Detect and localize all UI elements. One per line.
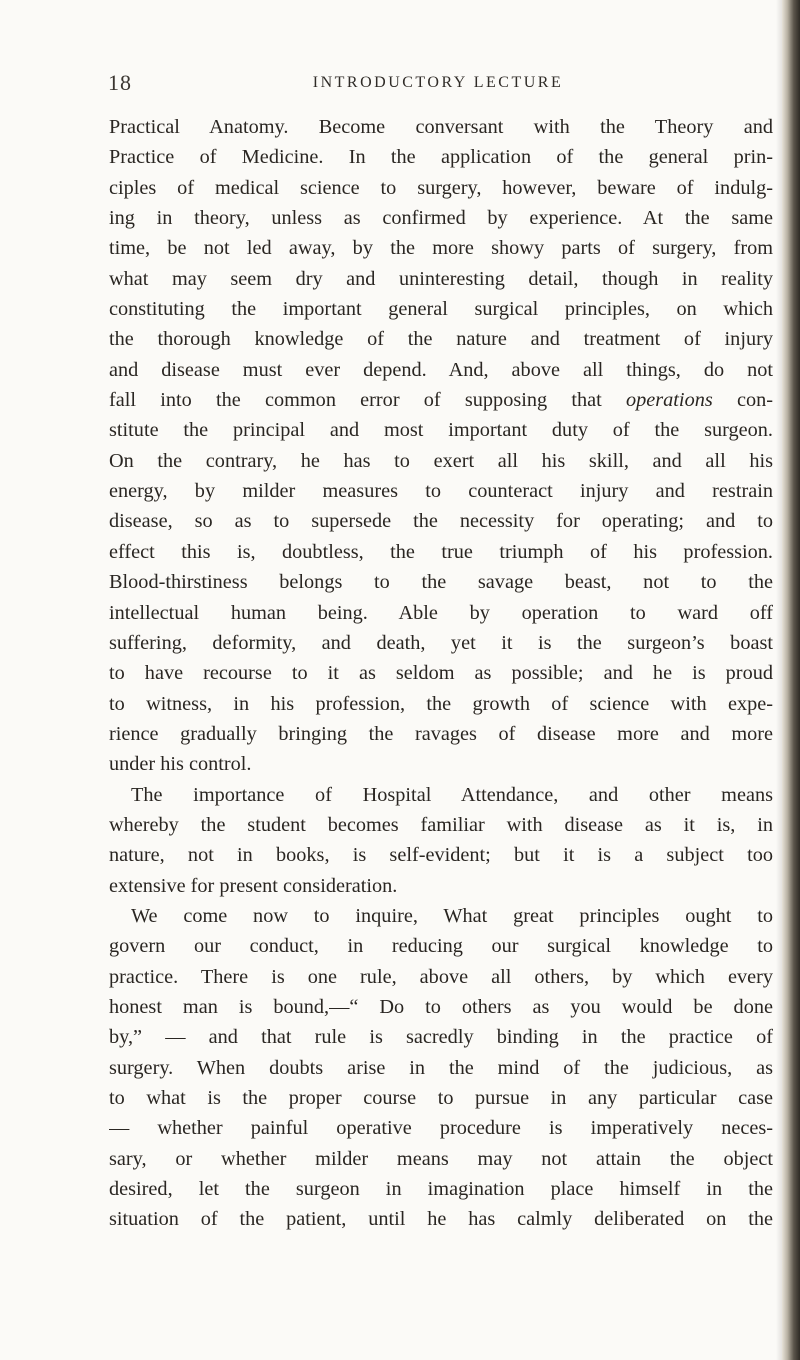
text-line: nature, not in books, is self-evident; but it is a subject too <box>109 844 773 867</box>
text-line: to witness, in his profession, the growth of science with expe- <box>109 692 773 715</box>
text-line: ciples of medical science to surgery, however, beware of indulg- <box>109 176 773 199</box>
text-line: extensive for present consideration. <box>109 874 398 897</box>
text-line: time, be not led away, by the more showy parts of surgery, from <box>109 237 773 260</box>
text-line: — whether painful operative procedure is imperatively neces- <box>109 1117 773 1140</box>
text-line: to what is the proper course to pursue in any particular case <box>109 1087 773 1109</box>
text-line: sary, or whether milder means may not attain the object <box>109 1147 773 1170</box>
text-line: the thorough knowledge of the nature and treatment of injury <box>109 328 773 351</box>
text-line: honest man is bound,—“ Do to others as you would be done <box>109 995 773 1018</box>
text-line <box>109 385 773 415</box>
text-line: desired, let the surgeon in imagination place himself in the <box>109 1178 773 1201</box>
text-line: what may seem dry and uninteresting detail, though in reality <box>109 267 773 290</box>
running-title: INTRODUCTORY LECTURE <box>312 74 564 91</box>
text-segment: con- <box>712 389 773 412</box>
text-line: Practice of Medicine. In the application of the general prin- <box>109 146 773 169</box>
text-line: surgery. When doubts arise in the mind of the judicious, as <box>109 1056 773 1079</box>
text-line: On the contrary, he has to exert all his skill, and all his <box>109 449 773 472</box>
text-line: to have recourse to it as seldom as possible; and he is proud <box>109 662 773 685</box>
text-line: govern our conduct, in reducing our surgical knowledge to <box>109 935 773 958</box>
text-line: by,” — and that rule is sacredly binding in the practice of <box>109 1026 773 1049</box>
text-line: and disease must ever depend. And, above all things, do not <box>109 358 773 381</box>
page-number: 18 <box>108 70 132 95</box>
text-line: Practical Anatomy. Become conversant with the Theory and <box>109 116 773 138</box>
text-line: ing in theory, unless as confirmed by experience. At the same <box>109 207 773 230</box>
text-line: under his control. <box>109 753 252 776</box>
text-segment: fall into the common error of supposing that <box>109 389 626 412</box>
text-line: suffering, deformity, and death, yet it is the surgeon’s boast <box>109 631 773 654</box>
text-line: rience gradually bringing the ravages of disease more and more <box>109 722 773 745</box>
body-text <box>109 112 773 1235</box>
text-line: constituting the important general surgical principles, on which <box>109 298 773 321</box>
text-line: whereby the student becomes familiar with disease as it is, in <box>109 813 773 836</box>
text-line: We come now to inquire, What great principles ought to <box>131 904 773 927</box>
text-line: energy, by milder measures to counteract injury and restrain <box>109 480 773 503</box>
text-line: effect this is, doubtless, the true triumph of his profession. <box>109 540 773 563</box>
page-edge <box>782 0 800 1360</box>
text-line: practice. There is one rule, above all others, by which every <box>109 965 773 988</box>
text-line: intellectual human being. Able by operation to ward off <box>109 601 773 624</box>
text-line: stitute the principal and most important duty of the surgeon. <box>109 419 773 442</box>
text-line: disease, so as to supersede the necessity for operating; and to <box>109 510 773 533</box>
text-line: situation of the patient, until he has calmly deliberated on the <box>109 1208 773 1231</box>
italic-word: operations <box>625 389 713 412</box>
page-header <box>108 70 768 100</box>
text-line: The importance of Hospital Attendance, and other means <box>131 783 773 806</box>
text-line: Blood-thirstiness belongs to the savage beast, not to the <box>109 571 773 594</box>
